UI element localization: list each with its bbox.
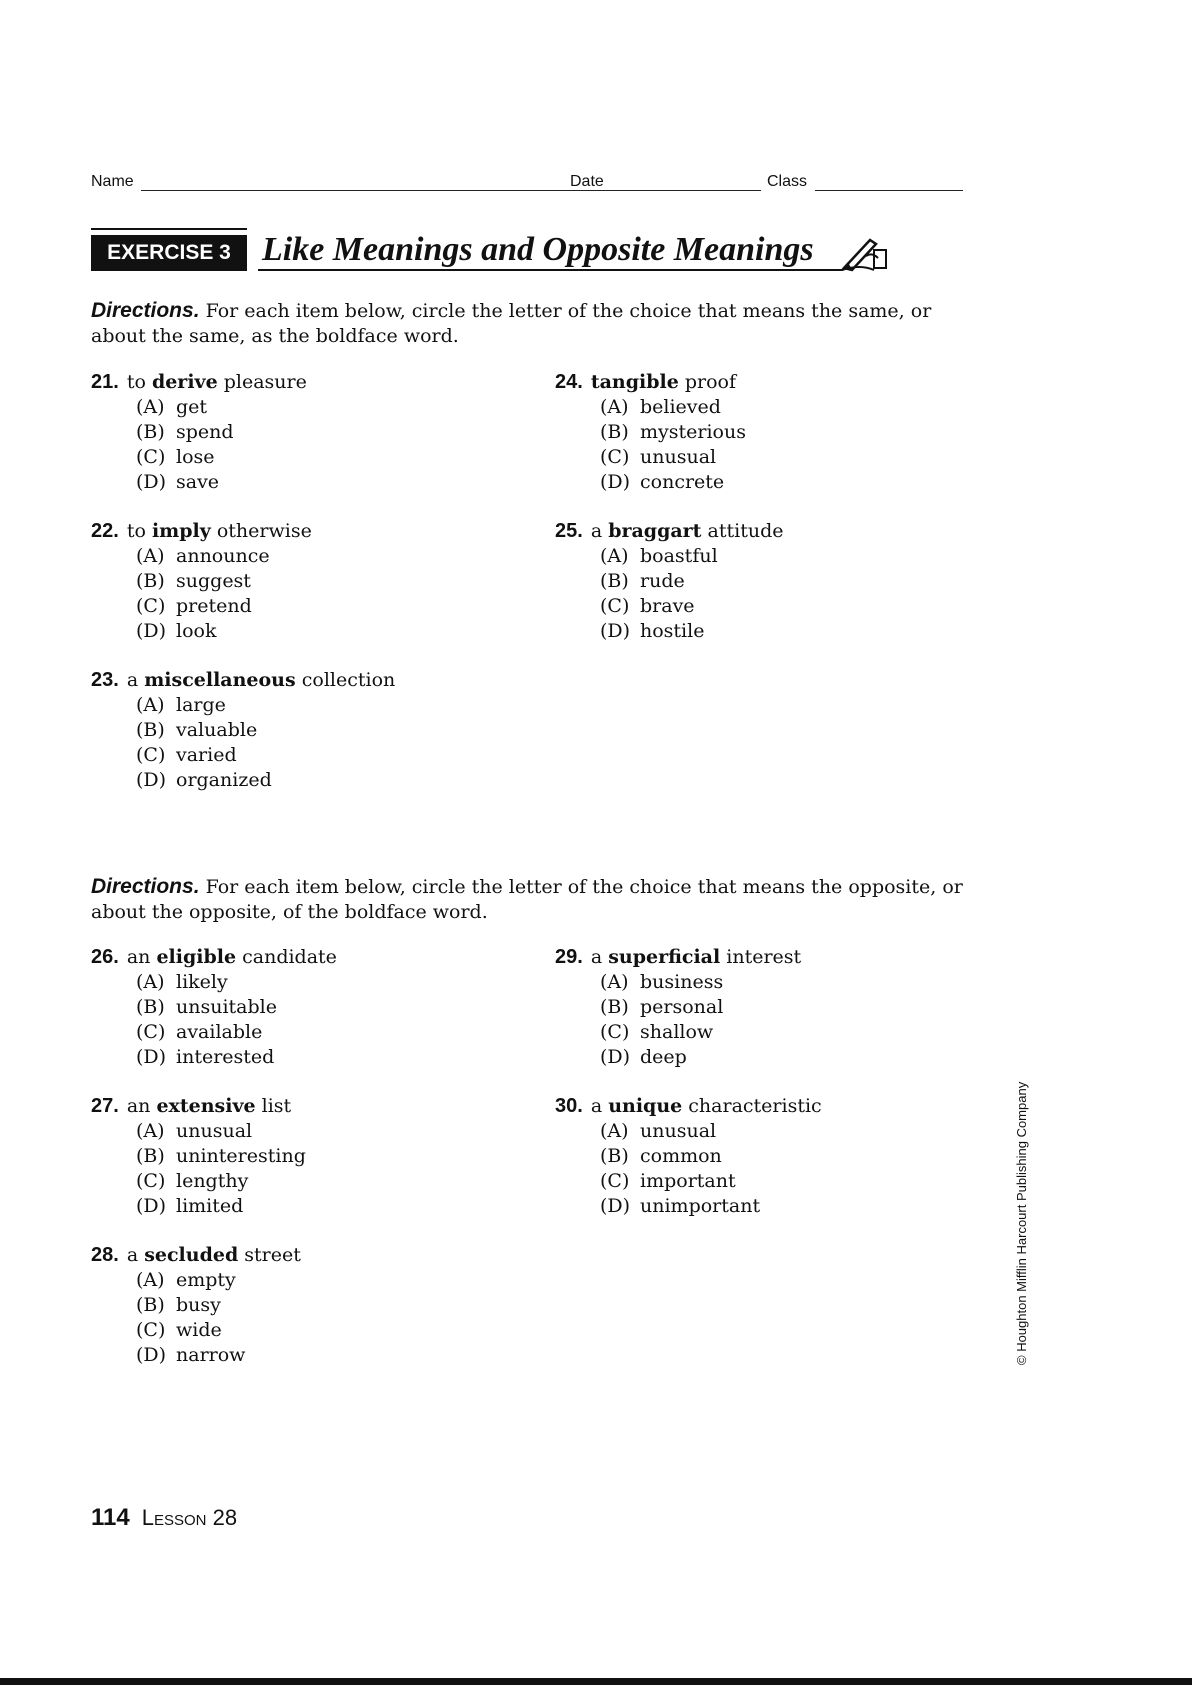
choice-d[interactable]: (D) limited [136,1195,244,1217]
stem-suffix: attitude [707,520,784,542]
question-23 [91,668,511,793]
choice-b[interactable]: (B) busy [136,1294,221,1316]
choice-a[interactable]: (A) large [136,694,226,716]
question-number: 22. [91,520,119,542]
copyright-notice: © Houghton Mifflin Harcourt Publishing Company [1014,1081,1029,1365]
choice-c[interactable]: (C) varied [136,744,237,766]
boldface-word: imply [151,520,211,542]
pen-icon [840,234,888,272]
choice-c[interactable]: (C) brave [600,595,695,617]
choice-a[interactable]: (A) get [136,396,208,418]
title-underline [258,269,843,271]
stem-suffix: list [261,1095,292,1117]
question-number: 24. [555,371,583,393]
choice-d[interactable]: (D) hostile [600,620,705,642]
question-25 [555,519,975,644]
choice-a[interactable]: (A) unusual [600,1120,717,1142]
boldface-word: eligible [156,946,237,968]
directions-text: For each item below, circle the letter of the choice that means the same, or about the same, as the boldface word. [91,300,932,347]
date-label: Date [570,173,604,190]
question-21 [91,370,511,495]
choice-c[interactable]: (C) pretend [136,595,252,617]
stem-prefix: a [126,1244,139,1266]
choice-b[interactable]: (B) personal [600,996,724,1018]
choice-c[interactable]: (C) lose [136,446,215,468]
question-number: 21. [91,371,119,393]
page-number: 114 [91,1504,130,1531]
choice-a[interactable]: (A) boastful [600,545,718,567]
lesson-label: Lesson 28 [141,1505,238,1530]
class-field[interactable] [815,190,963,191]
choice-d[interactable]: (D) interested [136,1046,275,1068]
directions-label: Directions. [91,299,200,322]
boldface-word: tangible [590,371,679,393]
class-label: Class [767,173,808,190]
choice-a[interactable]: (A) unusual [136,1120,253,1142]
question-number: 30. [555,1095,583,1117]
choice-a[interactable]: (A) likely [136,971,228,993]
stem-suffix: pleasure [223,371,307,393]
question-27 [91,1094,511,1219]
stem-suffix: interest [726,946,802,968]
question-26 [91,945,511,1070]
question-number: 29. [555,946,583,968]
stem-suffix: proof [684,371,737,393]
stem-prefix: an [126,946,151,968]
choice-b[interactable]: (B) valuable [136,719,258,741]
directions-same [91,298,981,349]
choice-d[interactable]: (D) organized [136,769,272,791]
choice-b[interactable]: (B) mysterious [600,421,746,443]
question-28 [91,1243,511,1368]
question-30 [555,1094,975,1219]
directions-label: Directions. [91,875,200,898]
choice-a[interactable]: (A) believed [600,396,721,418]
choice-d[interactable]: (D) narrow [136,1344,246,1366]
stem-suffix: candidate [242,946,337,968]
choice-a[interactable]: (A) announce [136,545,270,567]
stem-suffix: collection [301,669,396,691]
stem-prefix: a [590,520,603,542]
choice-c[interactable]: (C) shallow [600,1021,714,1043]
question-22 [91,519,511,644]
choice-c[interactable]: (C) important [600,1170,736,1192]
choice-d[interactable]: (D) save [136,471,220,493]
stem-prefix: to [126,520,146,542]
choice-b[interactable]: (B) rude [600,570,685,592]
choice-d[interactable]: (D) deep [600,1046,687,1068]
choice-a[interactable]: (A) empty [136,1269,236,1291]
question-number: 28. [91,1244,119,1266]
choice-a[interactable]: (A) business [600,971,724,993]
scan-edge [0,1678,1192,1685]
choice-d[interactable]: (D) unimportant [600,1195,761,1217]
question-29 [555,945,975,1070]
stem-suffix: street [244,1244,301,1266]
directions-opposite [91,874,981,925]
boldface-word: braggart [608,520,702,542]
boldface-word: superficial [608,946,721,968]
page-footer [91,1504,237,1532]
choice-b[interactable]: (B) unsuitable [136,996,277,1018]
question-number: 26. [91,946,119,968]
exercise-badge: EXERCISE 3 [91,235,247,271]
stem-prefix: a [590,946,603,968]
choice-c[interactable]: (C) available [136,1021,263,1043]
boldface-word: extensive [156,1095,256,1117]
choice-b[interactable]: (B) uninteresting [136,1145,306,1167]
stem-prefix: to [126,371,146,393]
question-number: 23. [91,669,119,691]
choice-c[interactable]: (C) unusual [600,446,717,468]
choice-d[interactable]: (D) look [136,620,217,642]
stem-prefix: an [126,1095,151,1117]
exercise-rule [91,228,247,230]
choice-d[interactable]: (D) concrete [600,471,725,493]
question-24 [555,370,975,495]
question-number: 25. [555,520,583,542]
boldface-word: unique [608,1095,683,1117]
exercise-title: Like Meanings and Opposite Meanings [262,231,814,268]
choice-b[interactable]: (B) suggest [136,570,251,592]
boldface-word: derive [151,371,218,393]
date-field[interactable] [609,190,761,191]
stem-prefix: a [590,1095,603,1117]
choice-b[interactable]: (B) spend [136,421,234,443]
choice-c[interactable]: (C) lengthy [136,1170,249,1192]
directions-text: For each item below, circle the letter of the choice that means the opposite, or about the opposite, of the boldface word. [91,876,963,923]
name-label: Name [91,173,134,190]
stem-prefix: a [126,669,139,691]
choice-c[interactable]: (C) wide [136,1319,222,1341]
student-info-header [91,173,971,195]
boldface-word: secluded [144,1244,239,1266]
stem-suffix: otherwise [216,520,312,542]
stem-suffix: characteristic [688,1095,822,1117]
boldface-word: miscellaneous [144,669,296,691]
choice-b[interactable]: (B) common [600,1145,722,1167]
question-number: 27. [91,1095,119,1117]
